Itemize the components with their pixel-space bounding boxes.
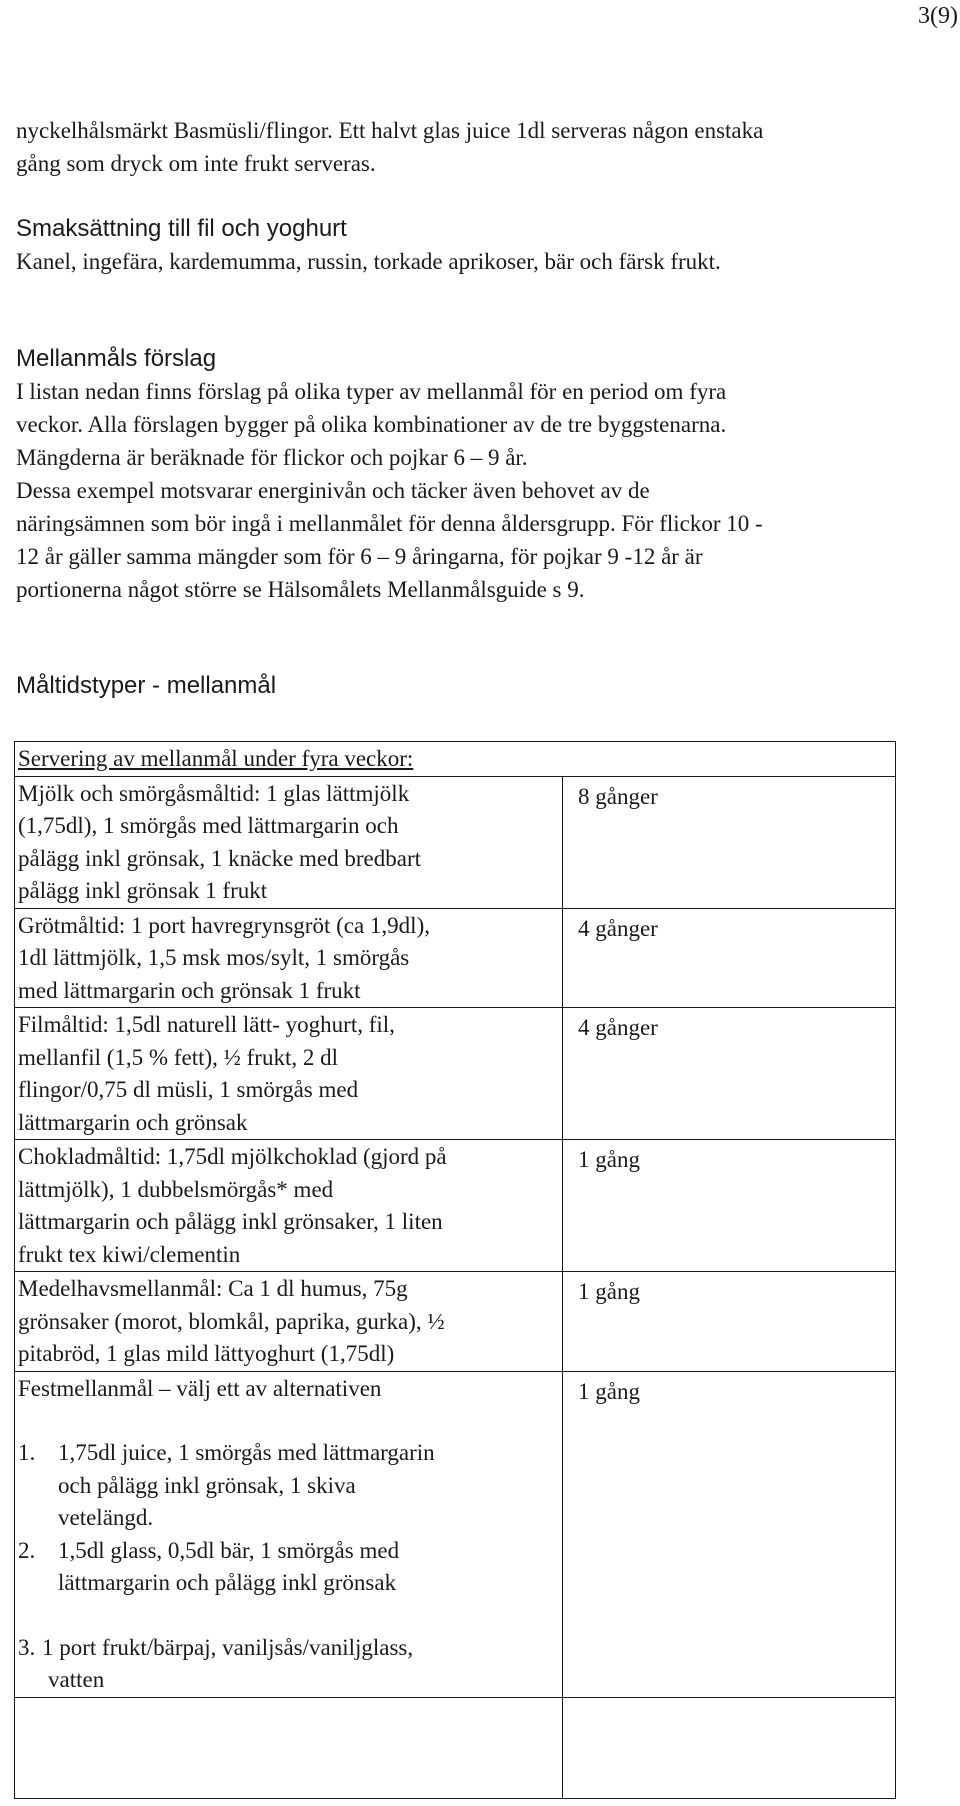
snack-schedule-table	[14, 741, 896, 1799]
meal-types-heading: Måltidstyper - mellanmål	[16, 672, 277, 699]
meal-line: lättmjölk), 1 dubbelsmörgås* med	[18, 1176, 334, 1202]
table-row	[15, 1008, 896, 1140]
table-row	[15, 1140, 896, 1272]
empty-cell	[563, 1697, 896, 1799]
meal-line: Filmåltid: 1,5dl naturell lätt- yoghurt, fil,	[18, 1012, 395, 1037]
meal-line: 1dl lättmjölk, 1,5 msk mos/sylt, 1 smörgås	[18, 945, 410, 970]
option-line: vatten	[48, 1667, 105, 1692]
body-line: näringsämnen som bör ingå i mellanmålet för denna åldersgrupp. För flickor 10 -	[16, 511, 763, 536]
table-row	[15, 908, 896, 1008]
meal-line: lättmargarin och pålägg inkl grönsaker, 1 liten	[18, 1209, 443, 1234]
meal-description	[15, 776, 563, 908]
meal-frequency-cell	[563, 1371, 896, 1697]
meal-line: Chokladmåltid: 1,75dl mjölkchoklad (gjord på	[18, 1144, 447, 1169]
meal-line: lättmargarin och grönsak	[18, 1109, 248, 1135]
snack-suggestions-heading: Mellanmåls förslag	[16, 345, 217, 372]
option-text: 1,75dl juice, 1 smörgås med lättmargarin	[58, 1440, 435, 1465]
snack-suggestions-body	[16, 375, 946, 606]
meal-line: grönsaker (morot, blomkål, paprika, gurka), ½	[18, 1308, 445, 1334]
body-line: 12 år gäller samma mängder som för 6 – 9 åringarna, för pojkar 9 -12 år är	[16, 544, 703, 569]
meal-line: Medelhavsmellanmål: Ca 1 dl humus, 75g	[18, 1276, 408, 1301]
meal-line: pitabröd, 1 glas mild lättyoghurt (1,75dl)	[18, 1341, 395, 1366]
empty-cell	[15, 1697, 563, 1799]
flavoring-text: Kanel, ingefära, kardemumma, russin, torkade aprikoser, bär och färsk frukt.	[16, 249, 721, 274]
option-line: lättmargarin och pålägg inkl grönsak	[58, 1570, 397, 1595]
table-caption-row	[15, 742, 896, 777]
meal-frequency: 1 gång	[578, 1378, 640, 1404]
intro-line: gång som dryck om inte frukt serveras.	[16, 151, 376, 176]
festive-option-2	[18, 1535, 559, 1600]
intro-line: nyckelhålsmärkt Basmüsli/flingor. Ett halvt glas juice 1dl serveras någon enstaka	[16, 118, 764, 143]
page-number: 3(9)	[918, 3, 958, 29]
spacer	[18, 1600, 559, 1632]
body-line: I listan nedan finns förslag på olika typer av mellanmål för en period om fyra	[16, 379, 727, 404]
meal-types-section	[16, 669, 946, 702]
option-number: 2.	[18, 1537, 36, 1563]
festive-description	[15, 1371, 563, 1697]
table-row	[15, 1272, 896, 1372]
festive-option-1	[18, 1437, 559, 1535]
option-number: 3.	[18, 1634, 36, 1660]
meal-line: med lättmargarin och grönsak 1 frukt	[18, 977, 361, 1003]
body-line: portionerna något större se Hälsomålets Mellanmålsguide s 9.	[16, 577, 585, 602]
snack-suggestions-section	[16, 342, 946, 606]
body-line: Mängderna är beräknade för flickor och pojkar 6 – 9 år.	[16, 445, 528, 470]
meal-frequency-cell	[563, 1140, 896, 1272]
meal-frequency: 4 gånger	[578, 915, 658, 941]
spacer	[18, 1405, 559, 1437]
option-line: och pålägg inkl grönsak, 1 skiva	[58, 1472, 356, 1498]
meal-line: (1,75dl), 1 smörgås med lättmargarin och	[18, 813, 399, 838]
meal-frequency: 4 gånger	[578, 1015, 658, 1040]
table-row-festive	[15, 1371, 896, 1697]
option-text: 1 port frukt/bärpaj, vaniljsås/vaniljglass,	[42, 1634, 414, 1660]
meal-line: pålägg inkl grönsak, 1 knäcke med bredbart	[18, 845, 422, 871]
meal-line: pålägg inkl grönsak 1 frukt	[18, 878, 268, 903]
option-text: 1,5dl glass, 0,5dl bär, 1 smörgås med	[58, 1537, 400, 1563]
festive-option-3	[18, 1632, 559, 1697]
meal-frequency-cell	[563, 1272, 896, 1372]
meal-frequency: 8 gånger	[578, 783, 658, 809]
meal-frequency: 1 gång	[578, 1279, 640, 1304]
flavoring-section	[16, 212, 946, 278]
meal-frequency-cell	[563, 1008, 896, 1140]
meal-description	[15, 1272, 563, 1372]
body-line: veckor. Alla förslagen bygger på olika kombinationer av de tre byggstenarna.	[16, 412, 727, 437]
meal-description	[15, 908, 563, 1008]
table-caption: Servering av mellanmål under fyra veckor:	[15, 742, 896, 777]
meal-frequency: 1 gång	[578, 1147, 640, 1172]
table-row-empty	[15, 1697, 896, 1799]
meal-frequency-cell	[563, 908, 896, 1008]
body-line: Dessa exempel motsvarar energinivån och täcker även behovet av de	[16, 478, 650, 503]
intro-paragraph	[16, 114, 946, 180]
meal-line: mellanfil (1,5 % fett), ½ frukt, 2 dl	[18, 1044, 339, 1070]
flavoring-heading: Smaksättning till fil och yoghurt	[16, 215, 347, 242]
table-row	[15, 776, 896, 908]
meal-line: flingor/0,75 dl müsli, 1 smörgås med	[18, 1077, 359, 1102]
meal-description	[15, 1140, 563, 1272]
festive-title: Festmellanmål – välj ett av alternativen	[18, 1375, 382, 1401]
option-line	[18, 1632, 559, 1665]
option-line	[18, 1437, 559, 1470]
meal-line: Mjölk och smörgåsmåltid: 1 glas lättmjölk	[18, 780, 410, 806]
option-line	[18, 1535, 559, 1568]
meal-frequency-cell	[563, 776, 896, 908]
option-line: vetelängd.	[58, 1505, 154, 1530]
meal-line: Grötmåltid: 1 port havregrynsgröt (ca 1,9dl),	[18, 912, 430, 938]
meal-description	[15, 1008, 563, 1140]
option-number: 1.	[18, 1440, 36, 1465]
meal-line: frukt tex kiwi/clementin	[18, 1241, 241, 1267]
